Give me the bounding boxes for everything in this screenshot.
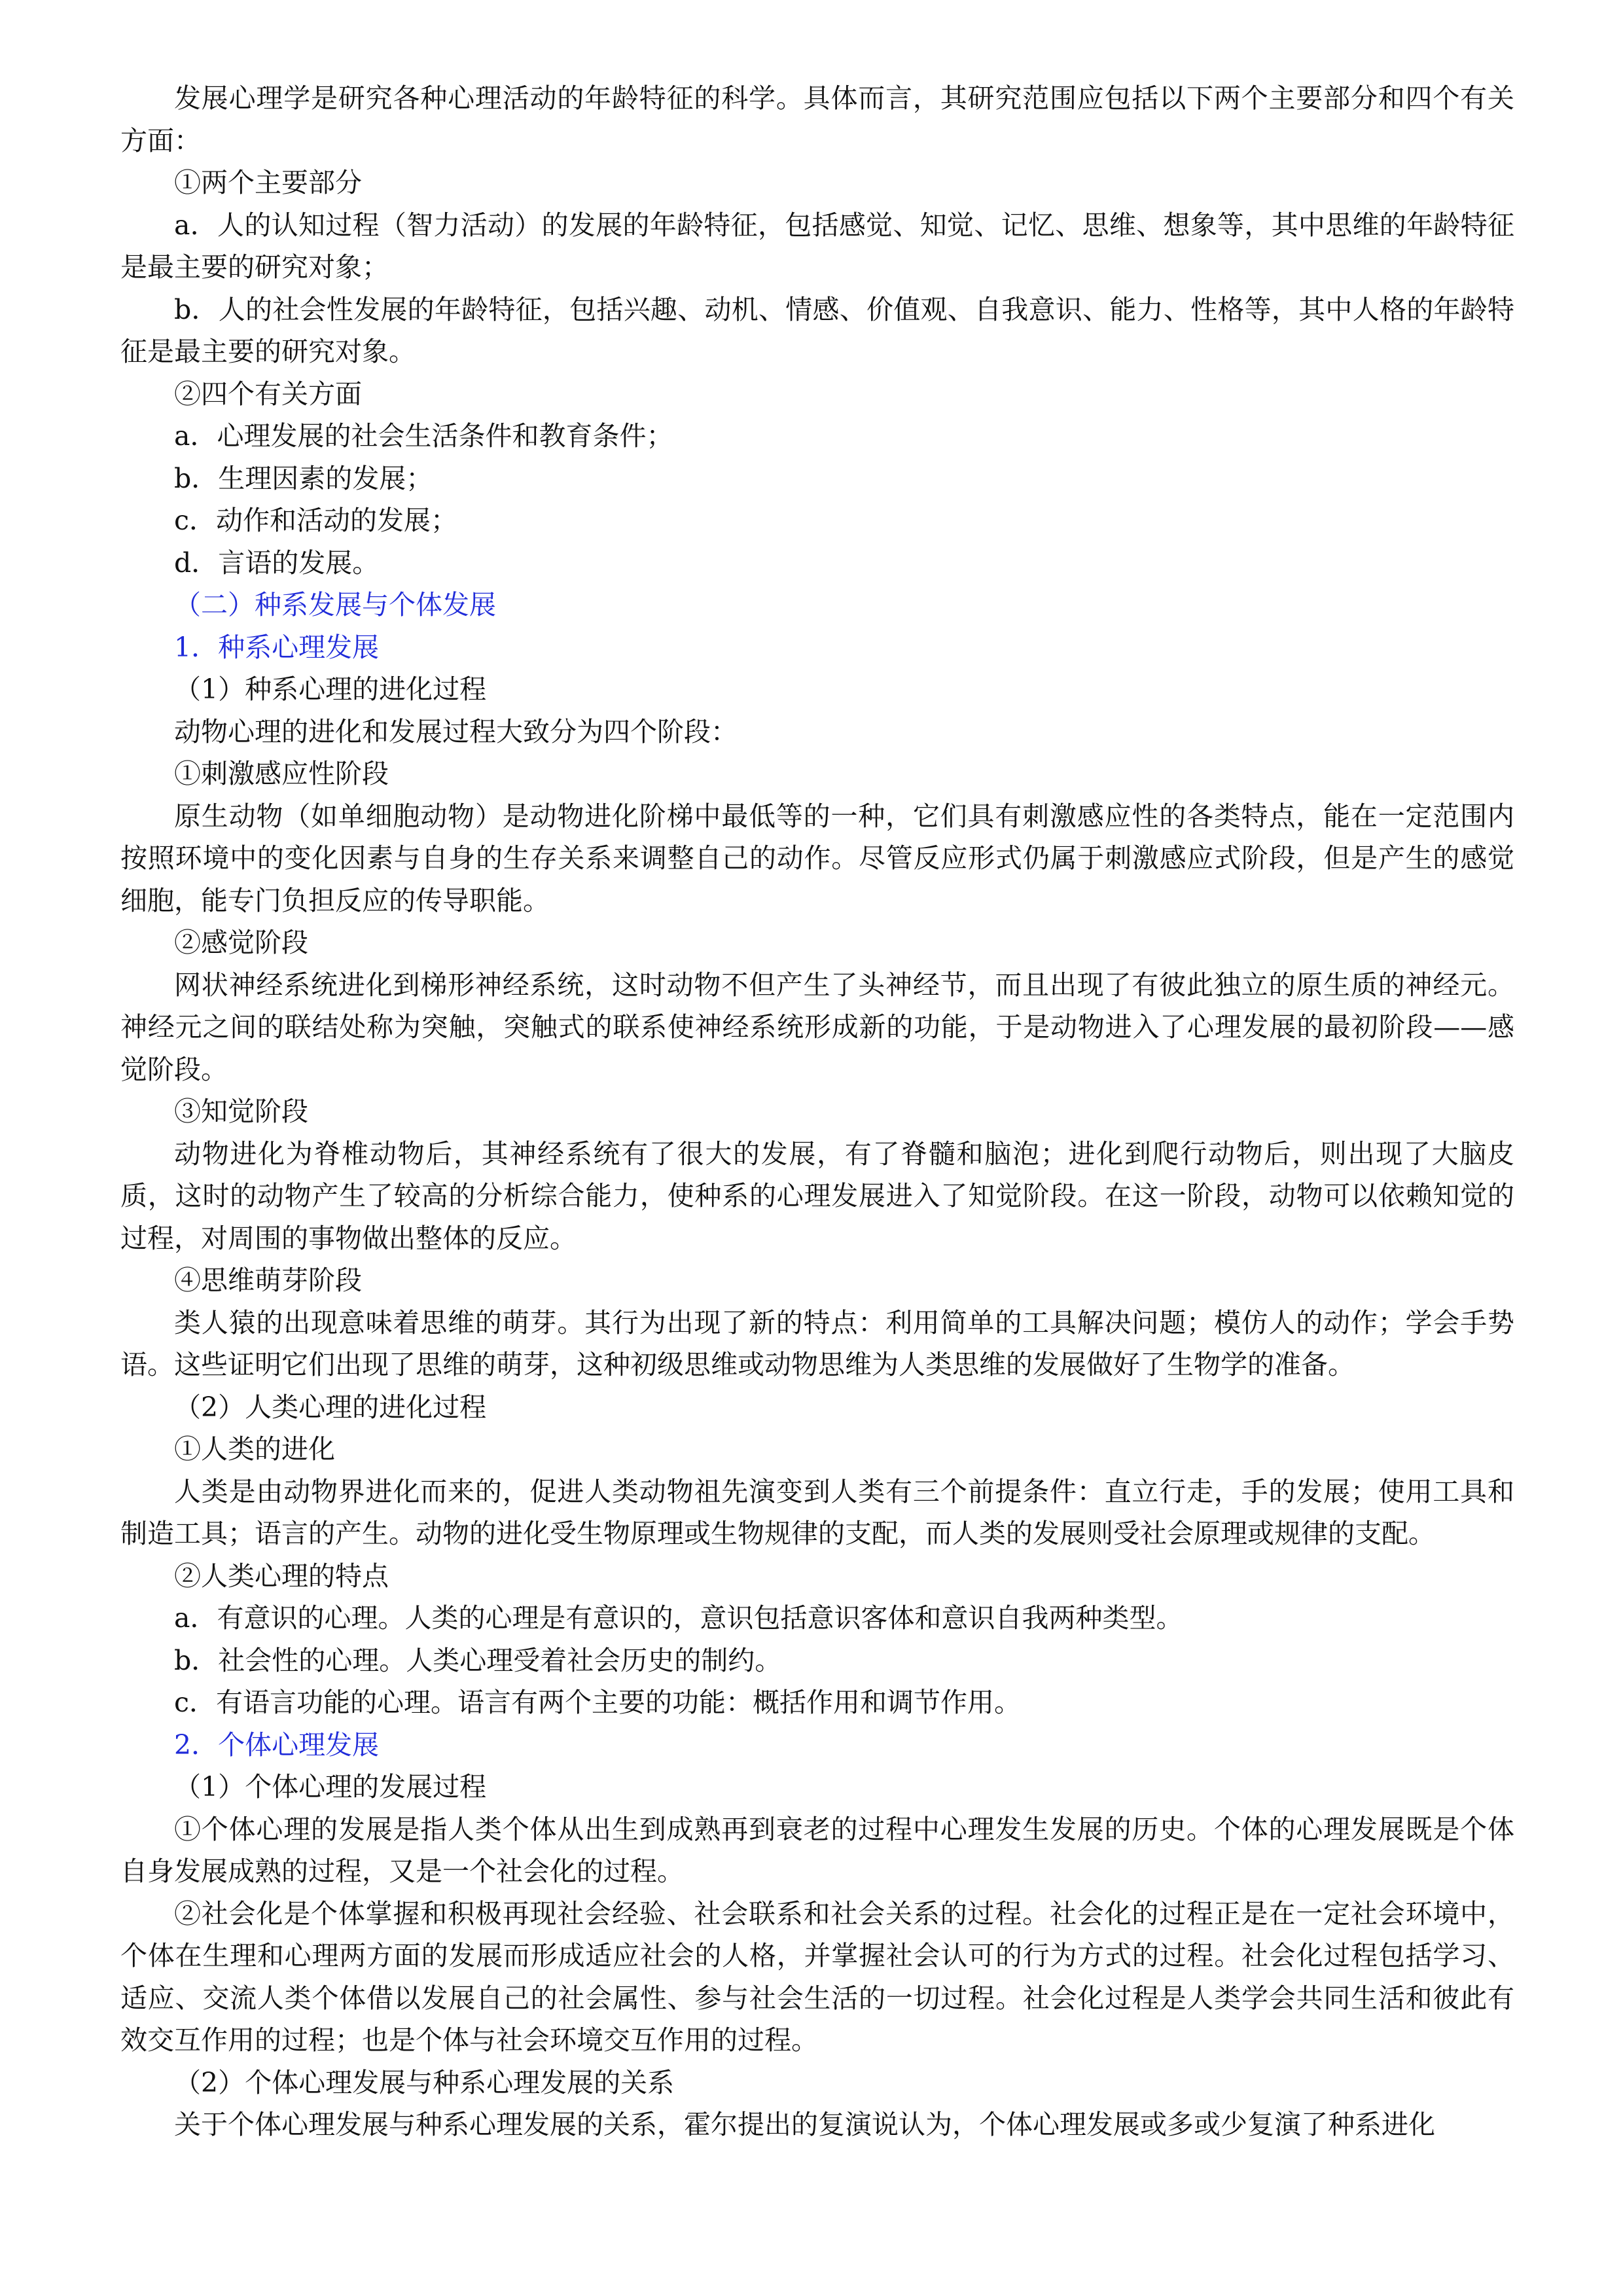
subheading: （2）个体心理发展与种系心理发展的关系	[174, 2066, 675, 2098]
paragraph: 发展心理学是研究各种心理活动的年龄特征的科学。具体而言，其研究范围应包括以下两个主要部分和四个有关方面：	[120, 82, 1514, 156]
section-heading: （二）种系发展与个体发展	[174, 589, 496, 620]
list-item: c．动作和活动的发展；	[174, 505, 457, 536]
section-heading: 2．个体心理发展	[174, 1729, 380, 1761]
list-item: b．社会性的心理。人类心理受着社会历史的制约。	[174, 1644, 782, 1676]
subheading: （1）个体心理的发展过程	[174, 1771, 487, 1803]
paragraph: 关于个体心理发展与种系心理发展的关系，霍尔提出的复演说认为，个体心理发展或多或少复演了种系进化	[174, 2109, 1435, 2140]
paragraph: 网状神经系统进化到梯形神经系统，这时动物不但产生了头神经节，而且出现了有彼此独立的原生质的神经元。神经元之间的联结处称为突触，突触式的联系使神经系统形成新的功能，于是动物进入了心理发展的最初阶段——感觉阶段。	[120, 969, 1514, 1085]
list-item: a．有意识的心理。人类的心理是有意识的，意识包括意识客体和意识自我两种类型。	[174, 1602, 1183, 1634]
subheading: ②四个有关方面	[174, 378, 362, 410]
subheading: ①刺激感应性阶段	[174, 758, 389, 789]
list-item: b．生理因素的发展；	[174, 462, 433, 494]
subheading: （2）人类心理的进化过程	[174, 1391, 487, 1423]
paragraph: 类人猿的出现意味着思维的萌芽。其行为出现了新的特点：利用简单的工具解决问题；模仿人的动作；学会手势语。这些证明它们出现了思维的萌芽，这种初级思维或动物思维为人类思维的发展做好了生物学的准备。	[120, 1306, 1514, 1380]
document-page	[120, 77, 1514, 2146]
list-item: a．心理发展的社会生活条件和教育条件；	[174, 420, 673, 452]
section-heading: 1．种系心理发展	[174, 631, 380, 663]
subheading: ②感觉阶段	[174, 927, 308, 958]
paragraph: ①个体心理的发展是指人类个体从出生到成熟再到衰老的过程中心理发生发展的历史。个体的心理发展既是个体自身发展成熟的过程，又是一个社会化的过程。	[120, 1813, 1514, 1887]
subheading: ①两个主要部分	[174, 167, 362, 198]
paragraph: 动物进化为脊椎动物后，其神经系统有了很大的发展，有了脊髓和脑泡；进化到爬行动物后，则出现了大脑皮质，这时的动物产生了较高的分析综合能力，使种系的心理发展进入了知觉阶段。在这一阶段，动物可以依赖知觉的过程，对周围的事物做出整体的反应。	[120, 1138, 1514, 1254]
subheading: ④思维萌芽阶段	[174, 1265, 362, 1296]
paragraph: ②社会化是个体掌握和积极再现社会经验、社会联系和社会关系的过程。社会化的过程正是在一定社会环境中，个体在生理和心理两方面的发展而形成适应社会的人格，并掌握社会认可的行为方式的过程。社会化过程包括学习、适应、交流人类个体借以发展自己的社会属性、参与社会生活的一切过程。社会化过程是人类学会共同生活和彼此有效交互作用的过程；也是个体与社会环境交互作用的过程。	[120, 1897, 1514, 2056]
list-item: c．有语言功能的心理。语言有两个主要的功能：概括作用和调节作用。	[174, 1687, 1021, 1718]
subheading: ①人类的进化	[174, 1433, 335, 1465]
list-item: d．言语的发展。	[174, 547, 380, 579]
list-item: b．人的社会性发展的年龄特征，包括兴趣、动机、情感、价值观、自我意识、能力、性格等，其中人格的年龄特征是最主要的研究对象。	[120, 293, 1514, 367]
paragraph: 人类是由动物界进化而来的，促进人类动物祖先演变到人类有三个前提条件：直立行走，手的发展；使用工具和制造工具；语言的产生。动物的进化受生物原理或生物规律的支配，而人类的发展则受社会原理或规律的支配。	[120, 1475, 1514, 1549]
paragraph: 动物心理的进化和发展过程大致分为四个阶段：	[174, 715, 738, 747]
list-item: a．人的认知过程（智力活动）的发展的年龄特征，包括感觉、知觉、记忆、思维、想象等，其中思维的年龄特征是最主要的研究对象；	[120, 209, 1514, 283]
subheading: ②人类心理的特点	[174, 1560, 389, 1592]
subheading: ③知觉阶段	[174, 1096, 308, 1127]
subheading: （1）种系心理的进化过程	[174, 673, 487, 705]
paragraph: 原生动物（如单细胞动物）是动物进化阶梯中最低等的一种，它们具有刺激感应性的各类特点，能在一定范围内按照环境中的变化因素与自身的生存关系来调整自己的动作。尽管反应形式仍属于刺激感应式阶段，但是产生的感觉细胞，能专门负担反应的传导职能。	[120, 800, 1514, 916]
